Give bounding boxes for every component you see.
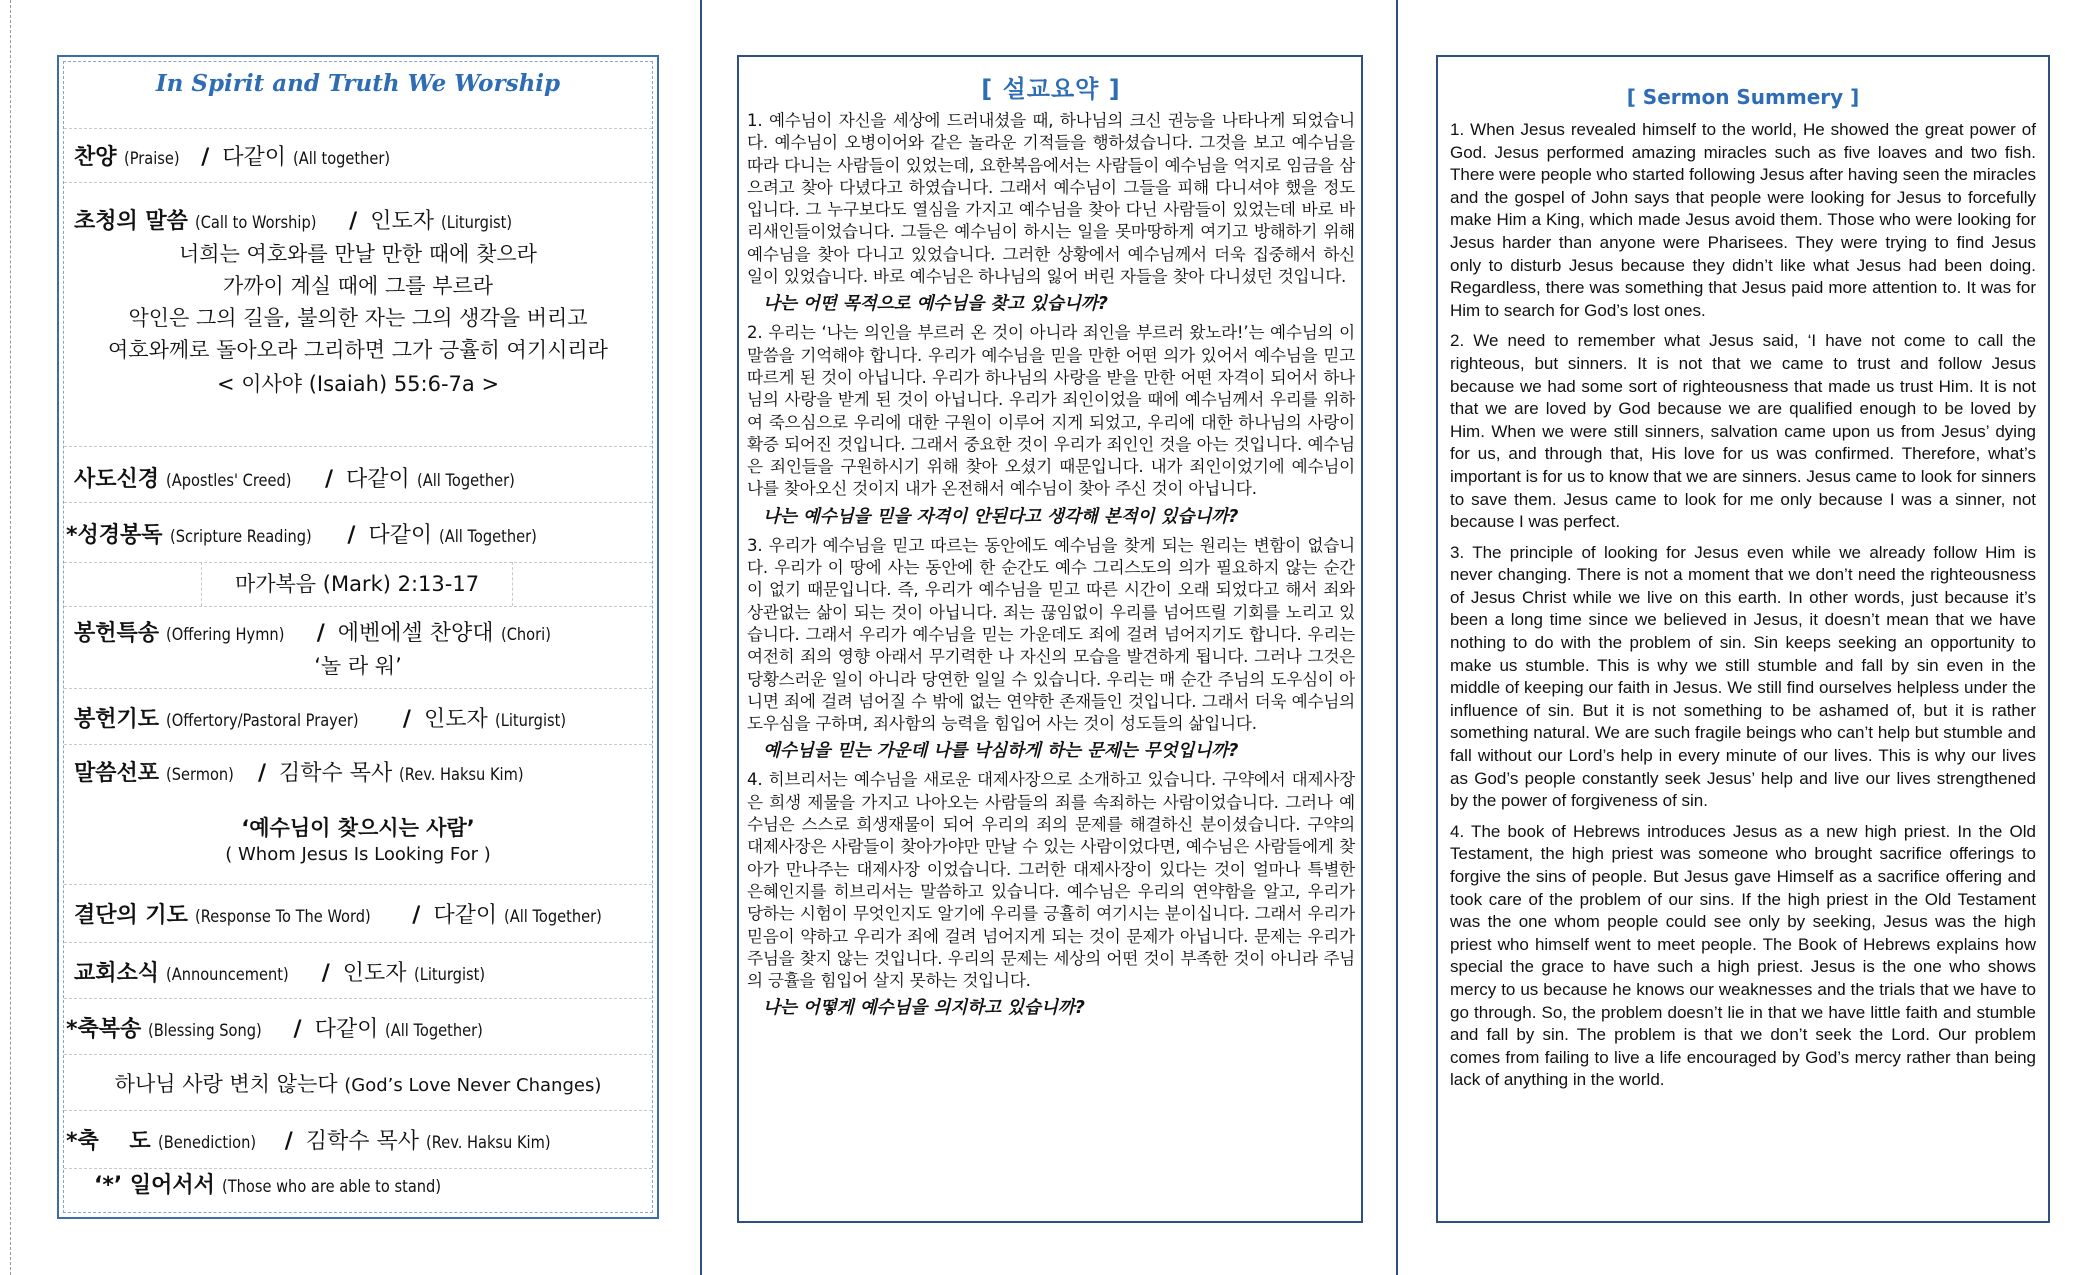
call-item [74,204,524,235]
response-item [74,898,618,929]
offertory-en: (Offertory/Pastoral Prayer) [166,711,359,731]
praise-who: 다같이 [222,145,286,170]
benediction-who-en: (Rev. Haksu Kim) [426,1133,551,1153]
blessing-song-row [64,1054,652,1111]
stand-en: (Those who are able to stand) [221,1177,441,1197]
announce-en: (Announcement) [166,965,289,985]
offering-hymn-who: 에벤에셀 찬양대 [337,621,494,646]
praise-item [74,140,406,171]
sermon-title-en: ( Whom Jesus Is Looking For ) [225,844,491,865]
blessing-en: (Blessing Song) [148,1021,263,1041]
blessing-song-en: (God’s Love Never Changes) [344,1075,602,1096]
benediction-row [64,1110,652,1169]
offertory-who-en: (Liturgist) [494,711,566,731]
reading-who: 다같이 [368,523,433,548]
offertory-sep: / [402,707,411,732]
creed-row [64,446,652,503]
creed-en: (Apostles' Creed) [166,471,292,491]
korean-question-1: 나는 어떤 목적으로 예수님을 찾고 있습니까? [763,294,1108,315]
korean-question-4: 나는 어떻게 예수님을 의지하고 있습니까? [763,998,1085,1019]
sermon-en: (Sermon) [166,765,234,785]
english-paragraph-1: 1. When Jesus revealed himself to the world, He showed the great power of God. Jesus performed amazing miracles such as five loaves and two fish. There were people who started following Jesus after having seen the miracles and the gospel of John says that people were looking for Jesus to forcefully make Him a King, which made Jesus avoid them. Those who were looking for Jesus harder than anyone were Pharisees. They were trying to find Jesus only to disturb Jesus because they didn’t like what Jesus had been doing. Regardless, there was something that Jesus paid more attention to. It was for Him to search for God’s lost ones. [1450,120,2036,320]
stand-ko: ‘*’ 일어서서 [94,1173,215,1198]
order-inner-frame [63,61,653,1213]
praise-row [64,128,652,183]
announce-sep: / [321,961,330,986]
benediction-sep: / [284,1129,293,1154]
reading-row [64,502,652,563]
sermon-title-row [64,800,652,885]
praise-en: (Praise) [123,149,180,169]
creed-who-en: (All Together) [416,471,515,491]
creed-sep: / [324,467,333,492]
offertory-ko: 봉헌기도 [74,707,160,732]
korean-question-3: 예수님을 믿는 가운데 나를 낙심하게 하는 문제는 무엇입니까? [763,741,1239,762]
blessing-sep: / [293,1017,302,1042]
blessing-ko: *축복송 [66,1017,142,1042]
announce-who: 인도자 [342,961,407,986]
benediction-ko: *축 도 [66,1129,151,1154]
order-title: In Spirit and Truth We Worship [155,70,561,97]
sermon-who-en: (Rev. Haksu Kim) [399,765,524,785]
call-line-3: 악인은 그의 길을, 불의한 자는 그의 생각을 버리고 [128,306,588,330]
praise-sep: / [201,145,210,170]
fold-line-1 [700,0,702,1275]
blessing-song-ko: 하나님 사랑 변치 않는다 [114,1072,338,1096]
response-en: (Response To The Word) [194,907,371,927]
offering-hymn-en: (Offering Hymn) [166,625,285,645]
reading-ko: *성경봉독 [66,523,163,548]
korean-paragraph-3: 3. 우리가 예수님을 믿고 따르는 동안에도 예수님을 찾게 되는 원리는 변함이 없습니다. 우리가 이 땅에 사는 동안에 한 순간도 예수 그리스도의 의가 필요하지 않는 순간이 없기 때문입니다. 즉, 우리가 예수님을 믿고 따른 시간이 오래 되었다고 해서 죄와 상관없는 삶이 되는 것이 아닙니다. 죄는 끊임없이 우리를 넘어뜨릴 기회를 노리고 있습니다. 그래서 우리가 예수님을 믿는 가운데도 죄에 걸려 넘어지기도 합니다. 우리는 여전히 죄의 영향 아래서 무기력한 나 자신의 모습을 발견하게 됩니다. 그러나 그것은 당황스러운 일이 아니라 당연한 일일 수 있습니다. 우리는 매 순간 주님의 도우심이 아니면 죄에 걸려 넘어질 수 밖에 없는 연약한 존재들인 것입니다. 그래서 더욱 예수님의 도우심을 구하며, 죄사함의 능력을 힘입어 사는 것이 성도들의 삶입니다. [747,535,1355,734]
announce-who-en: (Liturgist) [413,965,485,985]
response-sep: / [412,903,421,928]
fold-line-2 [1396,0,1398,1275]
korean-paragraph-1: 1. 예수님이 자신을 세상에 드러내셨을 때, 하나님의 크신 권능을 나타나게 되었습니다. 예수님이 오병이어와 같은 놀라운 기적들을 행하셨습니다. 그것을 보고 예수님을 따라 다니는 사람들이 있었는데, 요한복음에서는 사람들이 예수님을 억지로 임금을 삼으려고 찾아 다녔다고 하였습니다. 그래서 예수님이 그들을 피해 다니셔야 했을 정도입니다. 그 누구보다도 열심을 가지고 예수님을 찾아 다닌 사람들이 있었는데 바로 바리새인들이었습니다. 그들은 예수님이 하시는 일을 못마땅하게 여기고 방해하기 위해 예수님을 찾아 다니고 있었습니다. 그러한 상황에서 예수님께서 더욱 집중해서 하신 일이 있었습니다. 바로 예수님은 하나님의 잃어 버린 자들을 찾아 다니셨던 것입니다. [747,111,1355,287]
reading-sep: / [347,523,356,548]
creed-ko: 사도신경 [74,467,160,492]
creed-item [74,462,531,493]
offering-hymn-ko: 봉헌특송 [74,621,160,646]
order-title-row [64,62,652,129]
english-paragraph-3: 3. The principle of looking for Jesus even while we already follow Him is never changing. There is not a moment that we don’t need the righteousness of Jesus Christ while we live on this earth. In other words, just because it’s been a long time since we believed in Jesus, it doesn’t mean that we have nothing to do with the problem of sin. Sin keeps seeking an opportunity to make us stumble. This is why we still stumble and fall by sin even in the middle of keeping our faith in Jesus. We still find ourselves helpless under the influence of sin. But it is not something to be ashamed of, but it is rather something natural. We are such fragile beings who can’t help but stumble and fall without our Lord’s help in every minute of our lives. This is why our lives as God’s people constantly seek Jesus’ help and live our lives strengthened by the power of forgiveness of sin. [1450,542,2036,811]
korean-paragraph-2: 2. 우리는 ‘나는 의인을 부르러 온 것이 아니라 죄인을 부르러 왔노라!’는 예수님의 이 말씀을 기억해야 합니다. 우리가 예수님을 믿을 만한 어떤 의가 있어서 예수님을 믿고 따르게 된 것이 아닙니다. 우리가 하나님의 사랑을 받을 만한 어떤 자격이 되어서 하나님의 사랑을 받게 된 것이 아닙니다. 우리가 죄인이었을 때에 예수님께서 우리를 위하여 죽으심으로 우리에 대한 구원이 이루어 지게 되었고, 우리에 대한 하나님의 사랑이 확증 되어진 것입니다. 그래서 중요한 것이 우리가 죄인인 것을 아는 것입니다. 예수님은 죄인들을 구원하시기 위해 찾아 오셨기 때문입니다. 내가 죄인이었기에 예수님이 나를 찾아오신 것이지 내가 온전해서 예수님이 찾아 주신 것이 아닙니다. [747,323,1355,499]
korean-question-2: 나는 예수님을 믿을 자격이 안된다고 생각해 본적이 있습니까? [763,506,1239,527]
order-of-worship-panel [57,55,659,1219]
call-line-2: 가까이 계실 때에 그를 부르라 [222,274,494,298]
sermon-ko: 말씀선포 [74,761,160,786]
response-row [64,884,652,943]
benediction-who: 김학수 목사 [305,1129,420,1154]
blessing-song [64,1068,652,1098]
offering-hymn-row [64,606,652,689]
reading-item [66,518,553,549]
creed-who: 다같이 [345,467,410,492]
english-paragraph-4: 4. The book of Hebrews introduces Jesus as a new high priest. In the Old Testament, the high priest was someone who brought sacrifice offerings to forgive the sins of people. But Jesus gave Himself as a sacrifice offering and took care of the problem of our sins. If the high priest in the Old Testament was the one whom people could see only by seeking, Jesus was the high priest who himself went to meet people. The Book of Hebrews explains how special the grace to have such a high priest. Jesus is the one who shows mercy to us because he knows our weaknesses and the trials that we have to go through. So, the problem doesn’t lie in that we have little faith and stumble and fall by sin. The problem is that we don’t seek the Lord. Our problem comes from failing to live a life encouraged by God’s mercy rather than being lack of anything in the world. [1450,821,2036,1090]
sermon-row [64,744,652,800]
call-who-en: (Liturgist) [440,213,513,233]
call-who: 인도자 [370,209,434,234]
call-en: (Call to Worship) [194,213,317,233]
english-summary-title: [ Sermon Summery ] [1626,85,1860,109]
sermon-sep: / [257,761,267,786]
offering-hymn-sep: / [316,621,325,646]
korean-summary-panel [737,55,1363,1223]
call-sep: / [349,209,358,234]
blessing-who: 다같이 [314,1017,379,1042]
english-summary-panel [1436,55,2050,1223]
call-line-1: 너희는 여호와를 만날 만한 때에 찾으라 [179,242,537,266]
blessing-row [64,998,652,1055]
english-paragraph-2: 2. We need to remember what Jesus said, ‘I have not come to call the righteous, but sinners. It is not that we came to trust and follow Jesus because we had some sort of righteousness that made us trust Him. It is not that we are loved by God because we are qualified enough to be loved by Him. When we were still sinners, salvation came upon us from Jesus’ dying for us, and through that, His love for us was confirmed. Therefore, what’s important is for us to know that we are sinners. Jesus came to look for sinners to save them. Jesus came to look for me only because I was a sinner, not because I was perfect. [1450,331,2036,532]
announce-item [74,956,496,987]
benediction-item [66,1124,571,1155]
stand-note [94,1168,477,1199]
response-who: 다같이 [433,903,498,928]
scripture-passage: 마가복음 (Mark) 2:13-17 [201,562,513,606]
offertory-who: 인도자 [423,707,488,732]
korean-summary-title: [ 설교요약 ] [981,75,1121,103]
offering-song-title: ‘놀 라 워’ [314,654,402,678]
sermon-who: 김학수 목사 [279,761,393,786]
offering-hymn-item [74,616,559,647]
offertory-row [64,688,652,745]
announce-ko: 교회소식 [74,961,160,986]
left-page-edge [10,0,11,1275]
offering-hymn-who-en: (Chori) [500,625,551,645]
passage-row [64,562,652,607]
reading-who-en: (All Together) [439,527,538,547]
praise-who-en: (All together) [293,149,391,169]
offertory-item [74,702,577,733]
benediction-en: (Benediction) [157,1133,256,1153]
reading-en: (Scripture Reading) [169,527,312,547]
response-ko: 결단의 기도 [74,903,188,928]
blessing-item [66,1012,499,1043]
call-line-4: 여호와께로 돌아오라 그리하면 그가 긍휼히 여기시리라 [108,338,608,362]
sermon-item [74,756,544,787]
blessing-who-en: (All Together) [385,1021,484,1041]
sermon-title-ko: ‘예수님이 찾으시는 사람’ [241,816,475,840]
response-who-en: (All Together) [504,907,602,927]
korean-paragraph-4: 4. 히브리서는 예수님을 새로운 대제사장으로 소개하고 있습니다. 구약에서 대제사장은 희생 제물을 가지고 나아오는 사람들의 죄를 속죄하는 사람이었습니다. 그러나 예수님은 스스로 희생재물이 되어 우리의 죄의 문제를 해결하신 분이셨습니다. 구약의 대제사장은 사람들이 찾아가야만 만날 수 있는 사람이었다면, 예수님은 사람들에게 찾아가 만나주는 대제사장 이었습니다. 그러한 대제사장이 있다는 것이 얼마나 특별한 은혜인지를 히브리서는 말씀하고 있습니다. 예수님은 우리의 연약함을 알고, 우리가 당하는 시험이 무엇인지도 알기에 우리를 긍휼히 여기시는 분이십니다. 그래서 우리가 믿음이 약하고 우리가 죄에 걸려 넘어지게 되는 것이 문제가 아닙니다. 문제는 우리가 주님을 찾지 않는 것입니다. 우리의 문제는 세상의 어떤 것이 부족한 것이 아니라 주님의 긍휼을 힘입어 살지 못하는 것입니다. [747,770,1355,991]
call-row [64,182,652,447]
praise-ko: 찬양 [74,145,117,170]
call-ko: 초청의 말씀 [74,209,188,234]
call-reference: < 이사야 (Isaiah) 55:6-7a > [216,372,500,396]
announce-row [64,942,652,999]
stand-row [64,1168,652,1214]
